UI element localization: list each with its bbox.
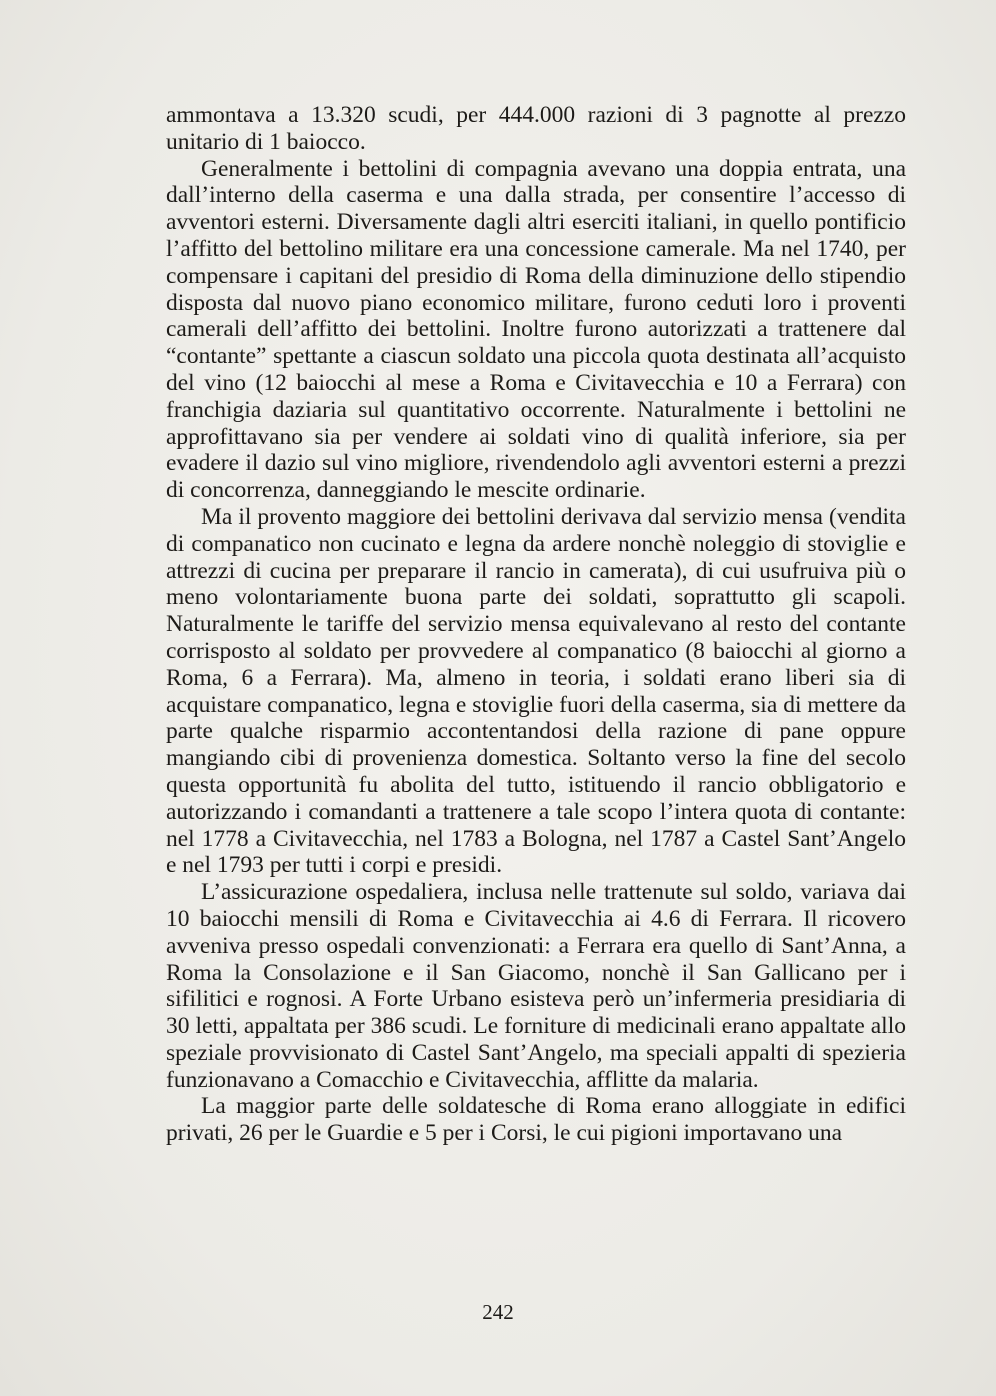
paragraph-continued: ammontava a 13.320 scudi, per 444.000 razioni di 3 pagnotte al prezzo unitario di 1 baiocco. bbox=[166, 102, 906, 155]
paragraph-alloggi: La maggior parte delle soldatesche di Roma erano alloggiate in edifici privati, 26 per le Guardie e 5 per i Corsi, le cui pigioni importavano una bbox=[166, 1093, 906, 1147]
body-text bbox=[166, 102, 906, 1147]
page-number: 242 bbox=[482, 1300, 514, 1324]
paragraph-bettolini: Generalmente i bettolini di compagnia avevano una doppia entrata, una dall’interno della caserma e una dalla strada, per consentire l’accesso di avventori esterni. Diversamente dagli altri eserciti italiani, in quello pontificio l’affitto del bettolino militare era una concessione camerale. Ma nel 1740, per compensare i capitani del presidio di Roma della diminuzione dello stipendio disposta dal nuovo piano economico militare, furono ceduti loro i proventi camerali dell’affitto dei bettolini. Inoltre furono autorizzati a trattenere dal “contante” spettante a ciascun soldato una piccola quota destinata all’acquisto del vino (12 baiocchi al mese a Roma e Civitavecchia e 10 a Ferrara) con franchigia daziaria sul quantitativo occorrente. Naturalmente i bettolini ne approfittavano sia per vendere ai soldati vino di qualità inferiore, sia per evadere il dazio sul vino migliore, rivendendolo agli avventori esterni a prezzi di concorrenza, danneggiando le mescite ordinarie. bbox=[166, 155, 906, 504]
paragraph-servizio-mensa: Ma il provento maggiore dei bettolini derivava dal servizio mensa (vendita di companatico non cucinato e legna da ardere nonchè noleggio di stoviglie e attrezzi di cucina per preparare il rancio in camerata), di cui usufruiva più o meno volontariamente buona parte dei soldati, soprattutto gli scapoli. Naturalmente le tariffe del servizio mensa equivalevano al resto del contante corrisposto al soldato per provvedere al companatico (8 baiocchi al giorno a Roma, 6 a Ferrara). Ma, almeno in teoria, i soldati erano liberi sia di acquistare companatico, legna e stoviglie fuori della caserma, sia di mettere da parte qualche risparmio accontentandosi della razione di pane oppure mangiando cibi di provenienza domestica. Soltanto verso la fine del secolo questa opportunità fu abolita del tutto, istituendo il rancio obbligatorio e autorizzando i comandanti a trattenere a tale scopo l’intera quota di contante: nel 1778 a Civitavecchia, nel 1783 a Bologna, nel 1787 a Castel Sant’Angelo e nel 1793 per tutti i corpi e presidi. bbox=[166, 503, 906, 879]
paragraph-assicurazione: L’assicurazione ospedaliera, inclusa nelle trattenute sul soldo, variava dai 10 baiocchi mensili di Roma e Civitavecchia ai 4.6 di Ferrara. Il ricovero avveniva presso ospedali convenzionati: a Ferrara era quello di Sant’Anna, a Roma la Consolazione e il San Giacomo, nonchè il San Gallicano per i sifilitici e rognosi. A Forte Urbano esisteva però un’infermeria presidiaria di 30 letti, appaltata per 386 scudi. Le forniture di medicinali erano appaltate allo speziale provvisionato di Castel Sant’Angelo, ma speciali appalti di spezieria funzionavano a Comacchio e Civitavecchia, afflitte da malaria. bbox=[166, 879, 906, 1093]
